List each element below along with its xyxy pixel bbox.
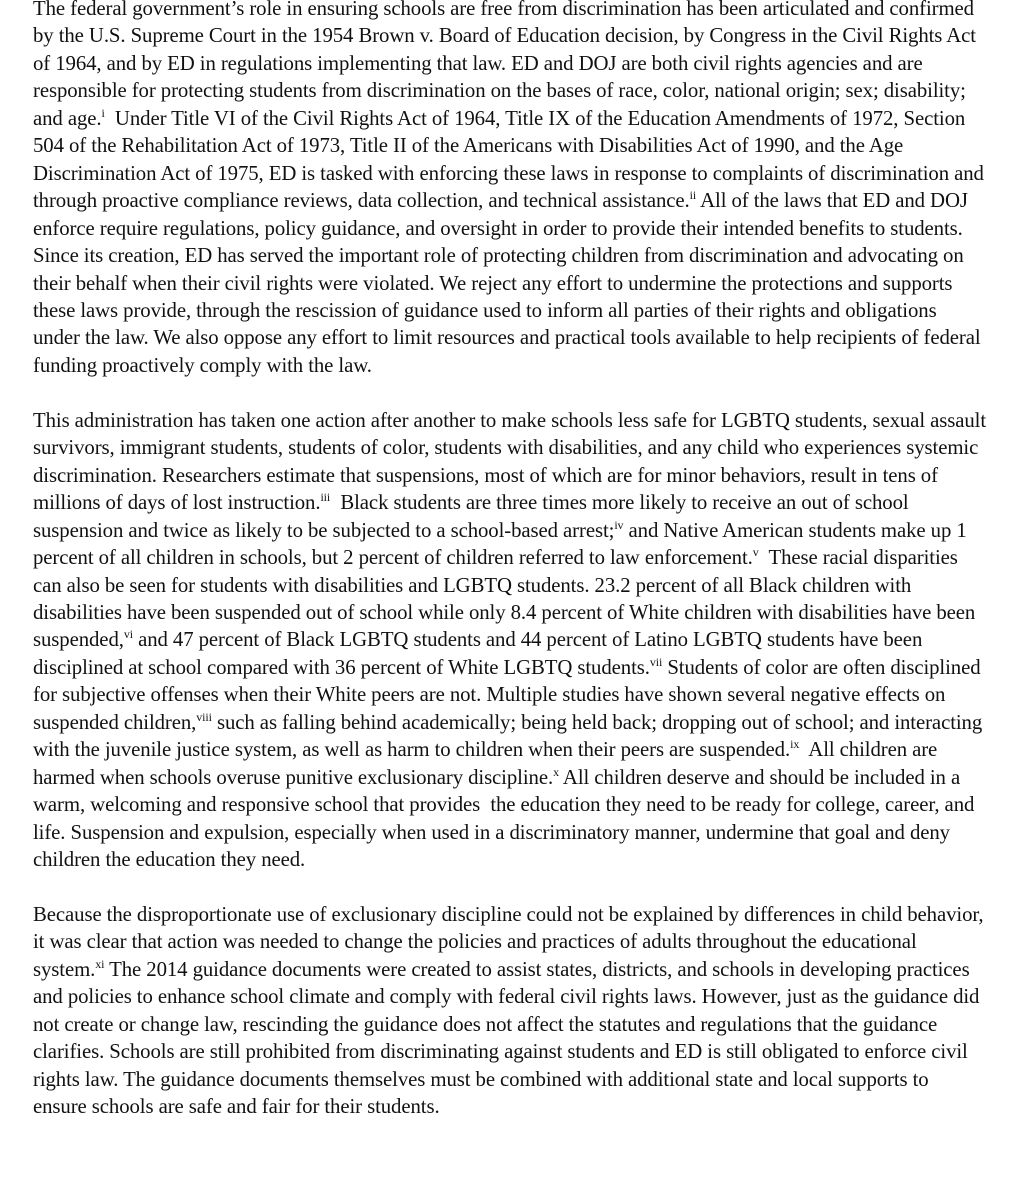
text-run: such as falling behind academically; being held back; dropping out of school; and interacting with the juvenile justice system, as well as harm to children when their peers are suspended. [33, 710, 988, 762]
text-run: These racial disparities can also be seen for students with disabilities and LGBTQ students. 23.2 percent of all Black children with disabilities have been suspended out of school while only 8.4 percent of White children with disabilities have been suspended, [33, 546, 981, 652]
footnote-ref: iii [320, 490, 331, 505]
text-run: Students of color are often disciplined for subjective offenses when their White peers are not. Multiple studies have shown several negative effects on suspended children, [33, 655, 986, 734]
text-run: Because the disproportionate use of exclusionary discipline could not be explained by differences in child behavior, it was clear that action was needed to change the policies and practices of adults throughout the educational system. [33, 902, 989, 981]
paragraph-gap [33, 873, 987, 900]
footnote-ref: v [752, 545, 759, 560]
footnote-ref: xi [95, 956, 105, 971]
text-run: Black students are three times more likely to receive an out of school suspension and twice as likely to be subjected to a school-based arrest; [33, 491, 914, 542]
footnote-ref: ix [790, 737, 800, 752]
footnote-ref: x [553, 764, 559, 779]
footnote-ref: viii [196, 709, 212, 724]
footnote-ref: ii [689, 188, 697, 203]
footnote-ref: iv [614, 517, 624, 532]
paragraph-federal-role [33, 0, 987, 379]
paragraph-disparities [33, 407, 992, 874]
footnote-ref: vi [123, 627, 133, 642]
text-run: This administration has taken one action after another to make schools less safe for LGBTQ students, sexual assault survivors, immigrant students, students of color, students with disabilities, and any child who experiences systemic discrimination. Researchers estimate that suspensions, most of which are for minor behaviors, result in tens of millions of days of lost instruction. [33, 408, 992, 515]
paragraph-gap [33, 379, 987, 406]
text-run: and Native American students make up 1 percent of all children in schools, but 2 percent of children referred to law enforcement. [33, 518, 972, 570]
paragraph-guidance [33, 901, 987, 1121]
text-run: Under Title VI of the Civil Rights Act of 1964, Title IX of the Education Amendments of 1972, Section 504 of the Rehabilitation Act of 1973, Title II of the Americans with Disabilities Act of 1990, and the Age Discrimination Act of 1975, ED is tasked with enforcing these laws in response to complaints of discrimination and through proactive compliance reviews, data collection, and technical assistance. [33, 106, 989, 213]
text-run: All children are harmed when schools overuse punitive exclusionary discipline. [33, 738, 943, 789]
text-run: The 2014 guidance documents were created to assist states, districts, and schools in developing practices and policies to enhance school climate and comply with federal civil rights laws. However, just as the guidance did not create or change law, rescinding the guidance does not affect the statutes and regulations that the guidance clarifies. Schools are still prohibited from discriminating against students and ED is still obligated to enforce civil rights law. The guidance documents themselves must be combined with additional state and local supports to ensure schools are safe and fair for their students. [33, 957, 985, 1119]
text-run: The federal government’s role in ensuring schools are free from discrimination has been articulated and confirmed by the U.S. Supreme Court in the 1954 Brown v. Board of Education decision, by Congress in the Civil Rights Act of 1964, and by ED in regulations implementing that law. ED and DOJ are both civil rights agencies and are responsible for protecting students from discrimination on the bases of race, color, national origin; sex; disability; and age. [33, 0, 982, 130]
text-run: All of the laws that ED and DOJ enforce require regulations, policy guidance, and oversight in order to provide their intended benefits to students. Since its creation, ED has served the important role of protecting children from discrimination and advocating on their behalf when their civil rights were violated. We reject any effort to undermine the protections and supports these laws provide, through the rescission of guidance used to inform all parties of their rights and obligations under the law. We also oppose any effort to limit resources and practical tools available to help recipients of federal funding proactively comply with the law. [33, 189, 986, 377]
text-run: and 47 percent of Black LGBTQ students and 44 percent of Latino LGBTQ students have been disciplined at school compared with 36 percent of White LGBTQ students. [33, 628, 928, 679]
footnote-ref: vii [649, 654, 663, 669]
footnote-ref: i [101, 105, 105, 120]
text-run: All children deserve and should be included in a warm, welcoming and responsive school that provides the education they need to be ready for college, career, and life. Suspension and expulsion, especially when used in a discriminatory manner, undermine that goal and deny children the education they need. [33, 765, 980, 872]
